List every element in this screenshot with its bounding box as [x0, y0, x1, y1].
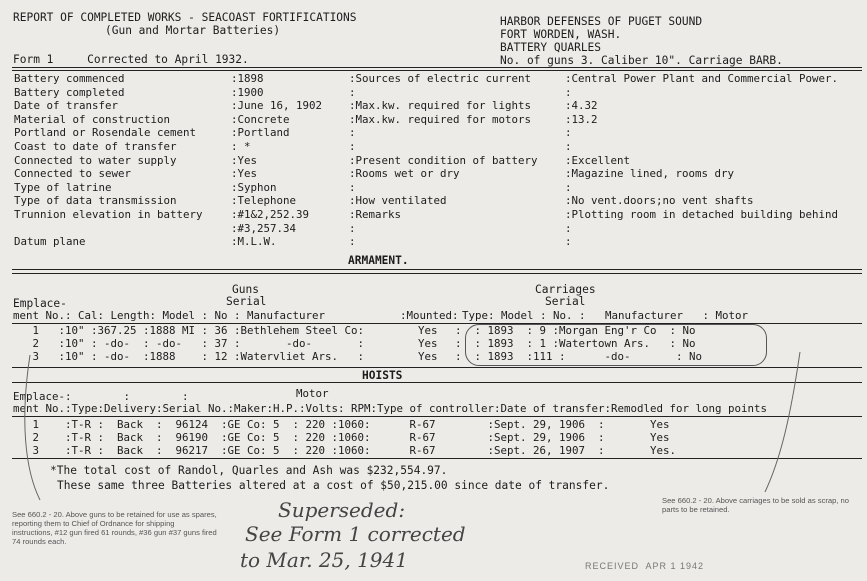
header-rule-bottom — [12, 70, 862, 71]
carriages-heading: Carriages — [535, 283, 596, 296]
motor-heading: Motor — [296, 387, 329, 400]
gun-row: 2 :10" : -do- : -do- : 37 : -do- : — [13, 337, 365, 350]
mounted-value: Yes — [418, 337, 438, 350]
detail-label-2: : — [349, 221, 356, 235]
hoist-header-rule — [12, 416, 862, 417]
detail-label: Connected to sewer — [14, 167, 132, 181]
detail-value-2: :Plotting room in detached building behind — [565, 208, 839, 221]
detail-value: :#1&2,252.39 — [231, 208, 310, 221]
detail-label-2: :Max.kw. required for motors — [349, 112, 532, 126]
hoist-row: 3 :T-R : Back : 96217 :GE Co: 5 : 220 :1060: R-67 :Sept. 26, 1907 : Yes. — [13, 444, 677, 457]
superseded-line-3: to Mar. 25, 1941 — [240, 548, 408, 572]
detail-label-2: :Present condition of battery — [349, 153, 538, 167]
carriage-row: : : 1893 :111 : -do- : No — [455, 350, 703, 363]
detail-label-2: : — [349, 180, 356, 194]
detail-value: :Telephone — [231, 194, 297, 208]
total-cost-note: *The total cost of Randol, Quarles and Ash was $232,554.97. — [50, 464, 448, 477]
left-margin-annotation: See 660.2 - 20. Above guns to be retained for use as spares, reporting them to Chief of Ordnance for shipping instructions, #12 gun fired 61 rounds, #36 gun #37 guns fired 74 rounds each. — [12, 510, 217, 547]
detail-value-2: : — [565, 140, 572, 153]
battery-name: BATTERY QUARLES — [500, 41, 602, 54]
guns-summary: No. of guns 3. Caliber 10". Carriage BARB. — [500, 54, 783, 67]
header-rule-top — [12, 67, 862, 68]
detail-label: Battery commenced — [14, 72, 125, 85]
detail-label-2: : — [349, 235, 356, 249]
right-arrow-stroke — [765, 352, 800, 492]
detail-label-2: : — [349, 126, 356, 140]
superseded-heading: Superseded: — [278, 498, 406, 522]
detail-value: :1898 — [231, 72, 264, 85]
carriage-circle-mark — [465, 324, 767, 366]
detail-value: :1900 — [231, 85, 264, 99]
detail-label-2: :Sources of electric current — [349, 72, 532, 85]
hoists-rule-2 — [12, 382, 862, 383]
detail-label-2: :How ventilated — [349, 194, 447, 208]
detail-value-2: :Central Power Plant and Commercial Power. — [565, 72, 839, 85]
detail-label: Date of transfer — [14, 99, 119, 113]
gun-serial-heading: Serial — [226, 295, 267, 308]
detail-value-2: : — [565, 235, 572, 249]
detail-value-2: :Excellent — [565, 153, 631, 167]
org-name: HARBOR DEFENSES OF PUGET SOUND — [500, 15, 703, 28]
hoists-heading: HOISTS — [362, 369, 403, 382]
guns-heading: Guns — [232, 283, 259, 296]
detail-label: Datum plane — [14, 235, 86, 249]
report-title: REPORT OF COMPLETED WORKS - SEACOAST FORTIFICATIONS — [13, 11, 357, 24]
emplacement-heading: Emplace- — [13, 297, 67, 310]
carriage-column-headers: Type: Model : No. : Manufacturer : Motor — [462, 309, 749, 322]
detail-value-2: :4.32 — [565, 99, 598, 113]
right-margin-annotation: See 660.2 - 20. Above carriages to be sold as scrap, no parts to be retained. — [662, 496, 850, 515]
hoist-row: 1 :T-R : Back : 96124 :GE Co: 5 : 220 :1060: R-67 :Sept. 29, 1906 : Yes — [13, 418, 670, 431]
detail-label-2: : — [349, 85, 356, 99]
fort-name: FORT WORDEN, WASH. — [500, 28, 622, 41]
detail-label: Coast to date of transfer — [14, 140, 177, 153]
armament-rule-2 — [12, 273, 862, 274]
carriage-serial-heading: Serial — [545, 295, 586, 308]
detail-label-2: :Max.kw. required for lights — [349, 99, 532, 113]
alteration-cost-note: These same three Batteries altered at a cost of $50,215.00 since date of transfer. — [57, 479, 610, 492]
hoists-rule-bottom — [12, 458, 862, 459]
hoist-emplace-heading: Emplace-: : : — [13, 390, 189, 403]
detail-value-2: :No vent.doors;no vent shafts — [565, 194, 754, 208]
detail-label: Connected to water supply — [14, 153, 177, 167]
armament-column-headers: ment No.: Cal: Length: Model : No : Manufacturer — [13, 309, 326, 322]
detail-label: Trunnion elevation in battery — [14, 208, 203, 221]
detail-label: Battery completed — [14, 85, 125, 99]
detail-value: :Syphon — [231, 180, 277, 194]
detail-value-2: : — [565, 126, 572, 140]
hoists-rule-1 — [12, 367, 862, 368]
detail-value: :Yes — [231, 167, 258, 181]
mounted-heading: :Mounted: — [400, 309, 459, 322]
detail-value-2: : — [565, 85, 572, 99]
gun-row: 1 :10" :367.25 :1888 MI : 36 :Bethlehem Steel Co: — [13, 324, 365, 337]
detail-value: :Concrete — [231, 112, 290, 126]
gun-row: 3 :10" : -do- :1888 : 12 :Watervliet Ars. : — [13, 350, 365, 363]
form-number: Form 1 Corrected to April 1932. — [13, 53, 249, 66]
hoist-column-headers: ment No.:Type:Delivery:Serial No.:Maker:H.P.:Volts: RPM:Type of controller:Date of transfer:Remodled for long points — [13, 402, 768, 415]
armament-rule-1 — [12, 269, 862, 270]
detail-label: Material of construction — [14, 112, 171, 126]
detail-value-2: : — [565, 180, 572, 194]
detail-value: :June 16, 1902 — [231, 99, 323, 113]
detail-value-2: :13.2 — [565, 112, 598, 126]
detail-value: :#3,257.34 — [231, 221, 297, 235]
detail-value: :Portland — [231, 126, 290, 140]
detail-value-2: :Magazine lined, rooms dry — [565, 167, 735, 181]
report-subtitle: (Gun and Mortar Batteries) — [105, 24, 281, 37]
detail-value: :M.L.W. — [231, 235, 277, 249]
received-stamp: RECEIVED APR 1 1942 — [585, 561, 705, 571]
mounted-value: Yes — [418, 350, 438, 363]
armament-heading: ARMAMENT. — [348, 254, 409, 267]
detail-label-2: :Remarks — [349, 208, 402, 221]
mounted-value: Yes — [418, 324, 438, 337]
detail-value-2: : — [565, 221, 572, 235]
detail-label-2: :Rooms wet or dry — [349, 167, 460, 181]
hoist-row: 2 :T-R : Back : 96190 :GE Co: 5 : 220 :1060: R-67 :Sept. 29, 1906 : Yes — [13, 431, 670, 444]
detail-value: :Yes — [231, 153, 258, 167]
carriage-row: : : 1893 : 1 :Watertown Ars. : No — [455, 337, 696, 350]
detail-label-2: : — [349, 140, 356, 153]
detail-value: : * — [231, 140, 251, 153]
superseded-line-2: See Form 1 corrected — [245, 522, 466, 546]
detail-label: Type of latrine — [14, 180, 112, 194]
detail-label: Type of data transmission — [14, 194, 177, 208]
detail-label: Portland or Rosendale cement — [14, 126, 197, 140]
carriage-row: : : 1893 : 9 :Morgan Eng'r Co : No — [455, 324, 696, 337]
